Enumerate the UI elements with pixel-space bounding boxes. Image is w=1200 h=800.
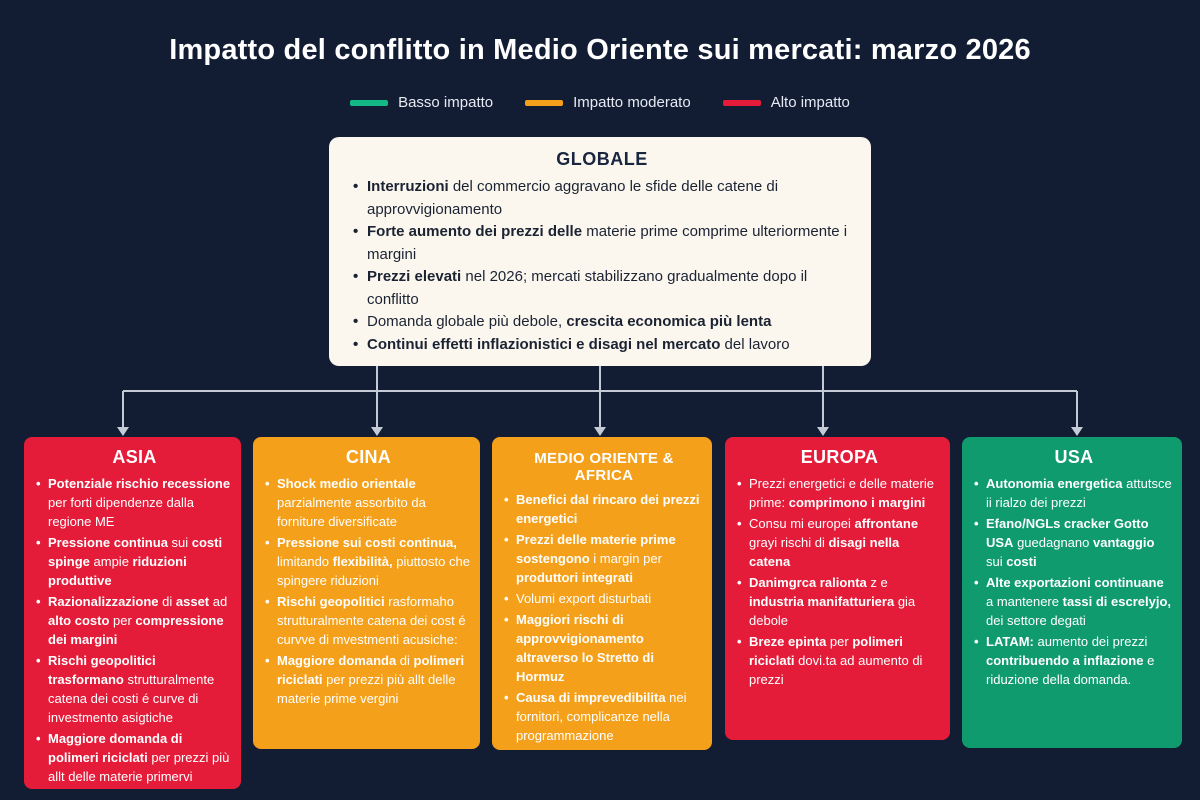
list-item: • Pressione continua sui costi spinge ampie riduzioni produttive: [36, 533, 233, 590]
list-item: • Maggiore domanda di polimeri riciclati per prezzi più allt delle materie primervi: [36, 729, 233, 786]
region-card-cina: [253, 437, 480, 749]
list-item: • Maggiori rischi di approvvigionamento altraverso lo Stretto di Hormuz: [504, 610, 704, 686]
arrow-cina: [371, 427, 383, 436]
list-item: • Alte exportazioni continuane a mantenere tassi di escrelyjo, dei settore degati: [974, 573, 1174, 630]
arrow-usa: [1071, 427, 1083, 436]
list-item: • Maggiore domanda di polimeri riciclati per prezzi più allt delle materie prime vergini: [265, 651, 472, 708]
region-list-usa: [974, 474, 1174, 689]
region-list-cina: [265, 474, 472, 708]
global-item: • Continui effetti inflazionistici e disagi nel mercato del lavoro: [353, 334, 851, 357]
global-list: [353, 176, 851, 356]
list-item: • Autonomia energetica attutsce ii rialzo dei prezzi: [974, 474, 1174, 512]
list-item: • Consu mi europei affrontane grayi rischi di disagi nella catena: [737, 514, 942, 571]
list-item: • Shock medio orientale parzialmente assorbito da forniture diversificate: [265, 474, 472, 531]
global-item: • Forte aumento dei prezzi delle materie prime comprime ulteriormente i margini: [353, 221, 851, 266]
region-card-europa: [725, 437, 950, 740]
list-item: • Benefici dal rincaro dei prezzi energetici: [504, 490, 704, 528]
list-item: • Prezzi energetici e delle materie prime: comprimono i margini: [737, 474, 942, 512]
region-card-mea: [492, 437, 712, 750]
list-item: • Rischi geopolitici rasformaho strutturalmente catena dei cost é curvve di mvestmenti acusiche:: [265, 592, 472, 649]
list-item: • LATAM: aumento dei prezzi contribuendo a inflazione e riduzione della domanda.: [974, 632, 1174, 689]
region-list-mea: [504, 490, 704, 745]
region-list-asia: [36, 474, 233, 786]
global-box: [329, 137, 871, 366]
arrow-europa: [817, 427, 829, 436]
list-item: • Volumi export disturbati: [504, 589, 704, 608]
region-card-asia: [24, 437, 241, 789]
list-item: • Rischi geopolitici trasformano strutturalmente catena dei costi é curve di investmento asigtiche: [36, 651, 233, 727]
legend-label-low: Basso impatto: [398, 94, 494, 111]
list-item: • Efano/NGLs cracker Gotto USA guedagnano vantaggio sui costi: [974, 514, 1174, 571]
list-item: • Danimgrca ralionta z e industria manifatturiera gia debole: [737, 573, 942, 630]
region-card-usa: [962, 437, 1182, 748]
global-item: • Interruzioni del commercio aggravano le sfide delle catene di approvvigionamento: [353, 176, 851, 221]
global-item: • Domanda globale più debole, crescita economica più lenta: [353, 311, 851, 334]
global-title: GLOBALE: [556, 149, 648, 169]
region-list-europa: [737, 474, 942, 689]
list-item: • Pressione sui costi continua, limitando flexibilità, piuttosto che spingere riduzioni: [265, 533, 472, 590]
region-title-mea: MEDIO ORIENTE & AFRICA: [534, 450, 674, 484]
region-title-cina: CINA: [345, 447, 392, 467]
legend-label-moderate: Impatto moderato: [573, 94, 691, 111]
region-title-usa: USA: [1054, 447, 1094, 467]
region-title-asia: ASIA: [112, 447, 157, 467]
page-title: Impatto del conflitto in Medio Oriente sui mercati: marzo 2026: [169, 34, 1031, 66]
arrow-mea: [594, 427, 606, 436]
list-item: • Causa di imprevedibilita nei fornitori, complicanze nella programmazione: [504, 688, 704, 745]
arrow-asia: [117, 427, 129, 436]
list-item: • Potenziale rischio recessione per forti dipendenze dalla regione ME: [36, 474, 233, 531]
global-item: • Prezzi elevati nel 2026; mercati stabilizzano gradualmente dopo il conflitto: [353, 266, 851, 311]
legend-label-high: Alto impatto: [770, 94, 850, 111]
list-item: • Breze epinta per polimeri riciclati dovi.ta ad aumento di prezzi: [737, 632, 942, 689]
region-title-europa: EUROPA: [800, 447, 879, 467]
list-item: • Razionalizzazione di asset ad alto costo per compressione dei margini: [36, 592, 233, 649]
list-item: • Prezzi delle materie prime sostengono i margin per produttori integrati: [504, 530, 704, 587]
